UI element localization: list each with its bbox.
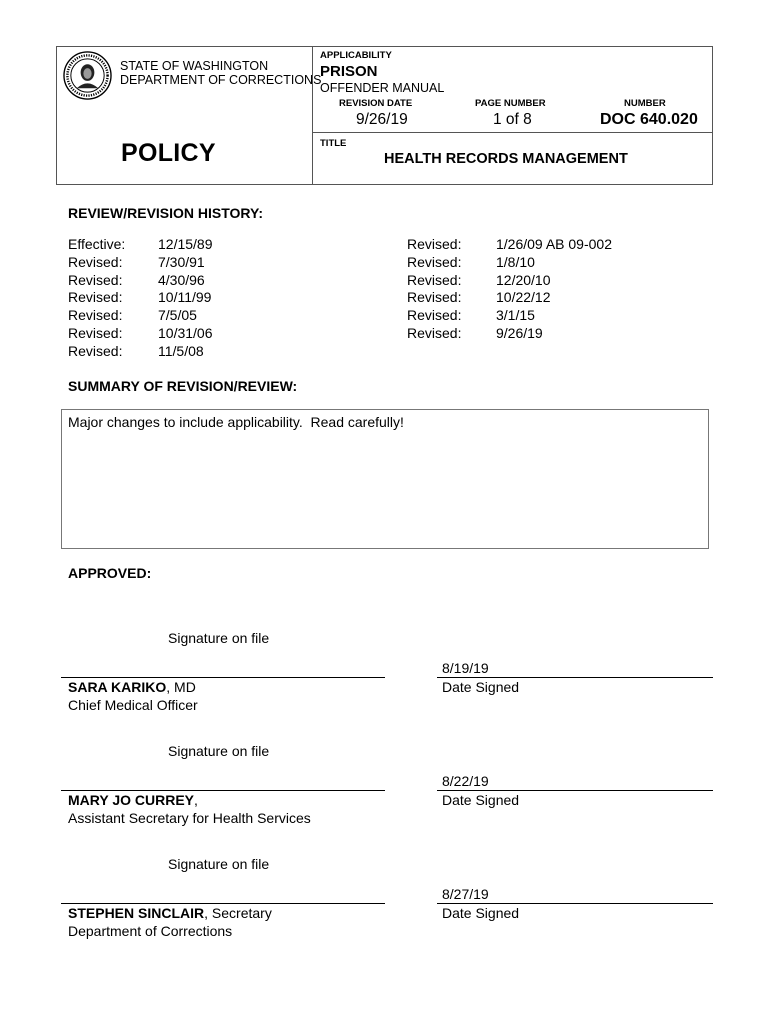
agency-state: STATE OF WASHINGTON [120, 59, 269, 73]
signature-line [61, 790, 385, 791]
signature-on-file: Signature on file [168, 743, 270, 759]
history-row: Revised: 1/26/09 AB 09-002 [407, 236, 612, 252]
history-row: Revised: 11/5/08 [68, 342, 204, 359]
revision-date-label: REVISION DATE [339, 98, 413, 109]
history-heading: REVIEW/REVISION HISTORY: [68, 205, 263, 221]
signer-name: STEPHEN SINCLAIR, Secretary [68, 905, 272, 921]
history-row: Revised: 10/11/99 [68, 289, 212, 306]
signer-role: Department of Corrections [68, 923, 233, 939]
agency-department: DEPARTMENT OF CORRECTIONS [120, 73, 322, 87]
summary-heading: SUMMARY OF REVISION/REVIEW: [68, 378, 298, 394]
summary-box [61, 409, 709, 549]
date-line [437, 677, 713, 678]
history-row: Revised: 10/22/12 [407, 289, 551, 306]
history-row: Revised: 10/31/06 [68, 324, 213, 341]
applicability-value: PRISON [320, 63, 378, 80]
signature-line [61, 677, 385, 678]
manual-name: OFFENDER MANUAL [320, 81, 445, 95]
date-signed-label: Date Signed [442, 792, 520, 808]
signer-name: MARY JO CURREY, [68, 792, 198, 808]
policy-header [56, 46, 713, 185]
date-line [437, 790, 713, 791]
revision-date: 9/26/19 [356, 111, 408, 128]
approved-heading: APPROVED: [68, 565, 152, 581]
history-row: Revised: 12/20/10 [407, 271, 551, 288]
signature-on-file: Signature on file [168, 856, 270, 872]
date-signed-label: Date Signed [442, 905, 520, 921]
history-left-column [68, 236, 213, 361]
signature-on-file: Signature on file [168, 630, 270, 646]
doc-number: DOC 640.020 [600, 111, 698, 128]
date-line [437, 903, 713, 904]
policy-title: HEALTH RECORDS MANAGEMENT [384, 151, 628, 167]
doc-type: POLICY [121, 139, 216, 167]
number-label: NUMBER [624, 98, 666, 109]
applicability-label: APPLICABILITY [320, 50, 392, 61]
date-signed-value: 8/27/19 [442, 886, 489, 902]
date-signed-value: 8/19/19 [442, 660, 489, 676]
history-row: Revised: 1/8/10 [407, 253, 535, 270]
signer-role: Assistant Secretary for Health Services [68, 810, 311, 826]
date-signed-label: Date Signed [442, 679, 520, 695]
signature-line [61, 903, 385, 904]
title-label: TITLE [320, 138, 347, 149]
history-row: Revised: 7/5/05 [68, 307, 197, 324]
summary-text: Major changes to include applicability. Read carefully! [68, 414, 404, 430]
history-row: Revised: 9/26/19 [407, 324, 543, 341]
date-signed-value: 8/22/19 [442, 773, 489, 789]
page-number-label: PAGE NUMBER [475, 98, 546, 109]
signer-role: Chief Medical Officer [68, 697, 198, 713]
history-right-column [407, 236, 612, 343]
signer-name: SARA KARIKO, MD [68, 679, 196, 695]
history-row: Effective: 12/15/89 [68, 236, 213, 252]
history-row: Revised: 7/30/91 [68, 253, 205, 270]
agency-name [120, 59, 321, 87]
history-row: Revised: 4/30/96 [68, 271, 205, 288]
page-number: 1 of 8 [493, 111, 532, 128]
history-row: Revised: 3/1/15 [407, 307, 535, 324]
state-seal-icon [63, 51, 112, 100]
